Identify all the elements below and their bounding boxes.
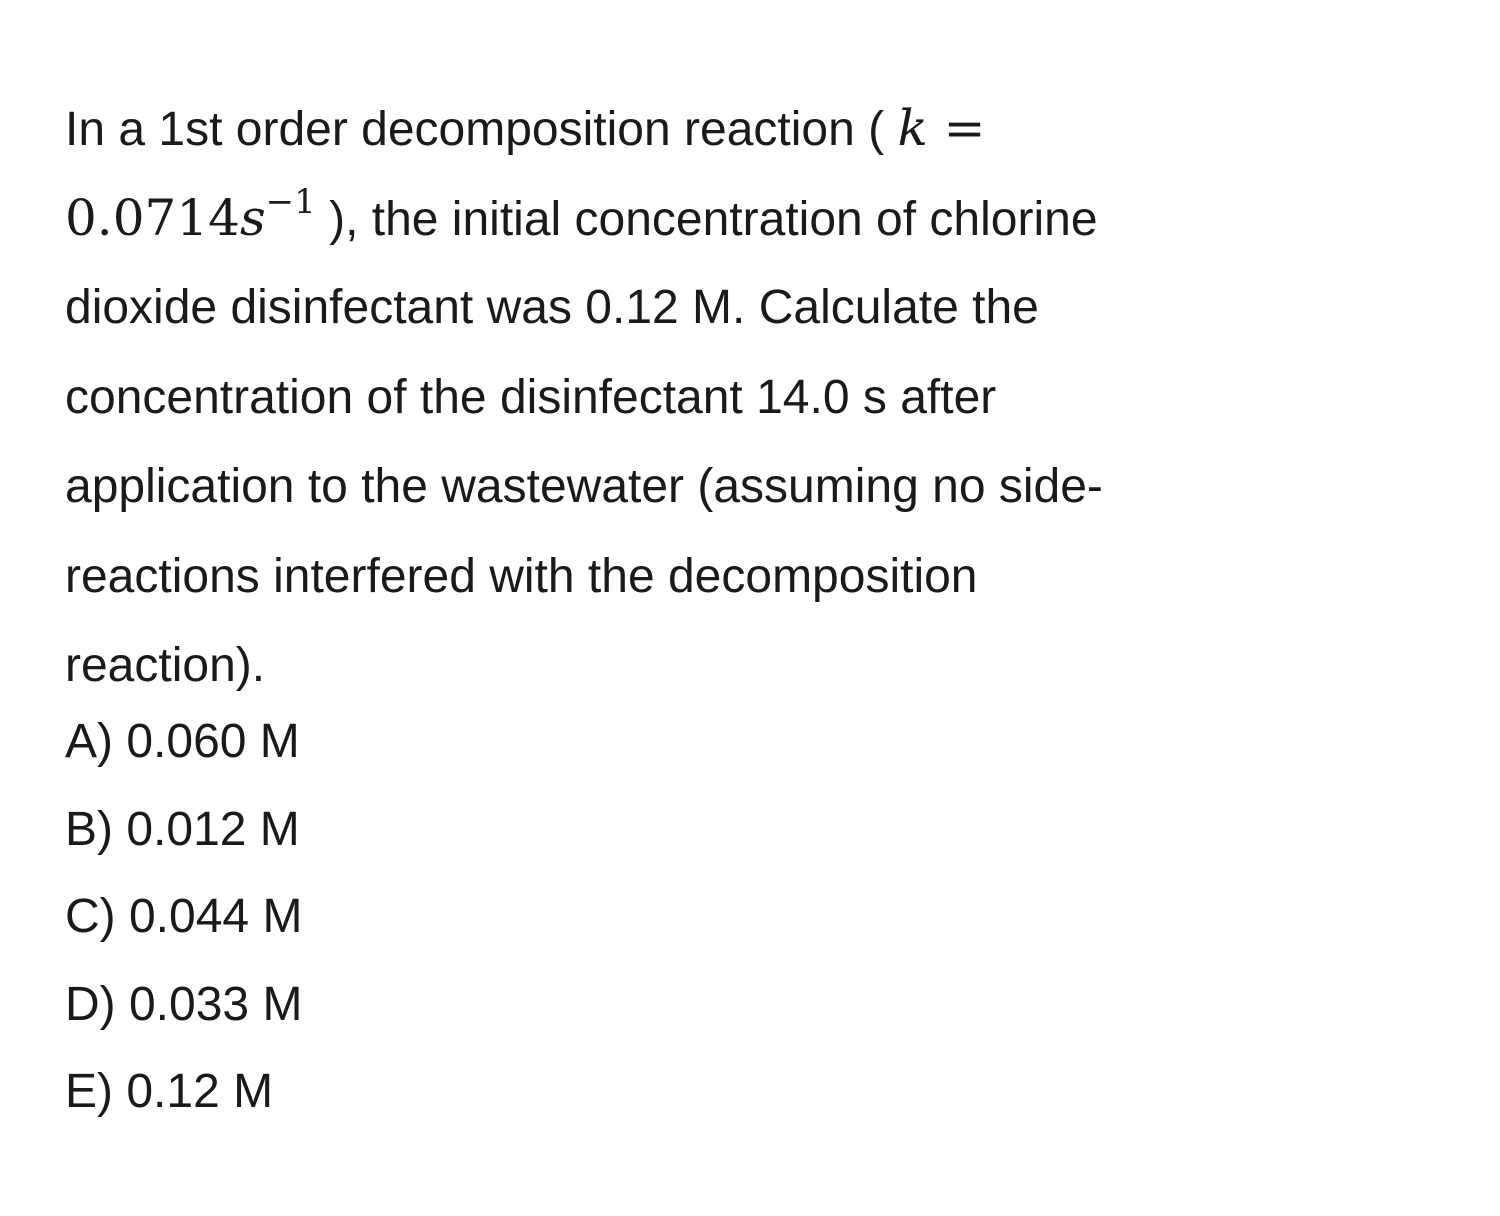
question-line-2-text: ), the initial concentration of chlorine xyxy=(315,192,1098,246)
rate-constant-exponent: −1 xyxy=(265,181,316,222)
option-d[interactable]: D) 0.033 M xyxy=(65,977,303,1031)
option-a[interactable]: A) 0.060 M xyxy=(65,715,300,768)
rate-constant-unit: s xyxy=(239,188,266,247)
rate-constant-symbol: k xyxy=(897,99,928,157)
option-c[interactable]: C) 0.044 M xyxy=(65,890,303,943)
rate-constant-equals: = xyxy=(927,99,986,157)
question-line-1-text: In a 1st order decomposition reaction ( xyxy=(65,103,898,156)
question-line-4: concentration of the disinfectant 14.0 s after xyxy=(65,370,997,424)
question-line-2 xyxy=(65,174,1445,264)
rate-constant-value-math xyxy=(65,181,316,247)
option-b[interactable]: B) 0.012 M xyxy=(65,802,300,856)
question-line-3: dioxide disinfectant was 0.12 M. Calculate the xyxy=(65,281,1039,334)
question-line-5: application to the wastewater (assuming no side- xyxy=(65,460,1103,513)
question-line-7: reaction). xyxy=(65,639,266,692)
question-line-6: reactions interfered with the decomposition xyxy=(65,549,978,603)
question-line-1 xyxy=(65,84,1445,174)
option-e[interactable]: E) 0.12 M xyxy=(65,1065,274,1118)
rate-constant-math xyxy=(897,99,985,157)
question-text xyxy=(65,84,1445,711)
answer-options xyxy=(65,698,302,1136)
rate-constant-value: 0.0714 xyxy=(65,188,240,247)
